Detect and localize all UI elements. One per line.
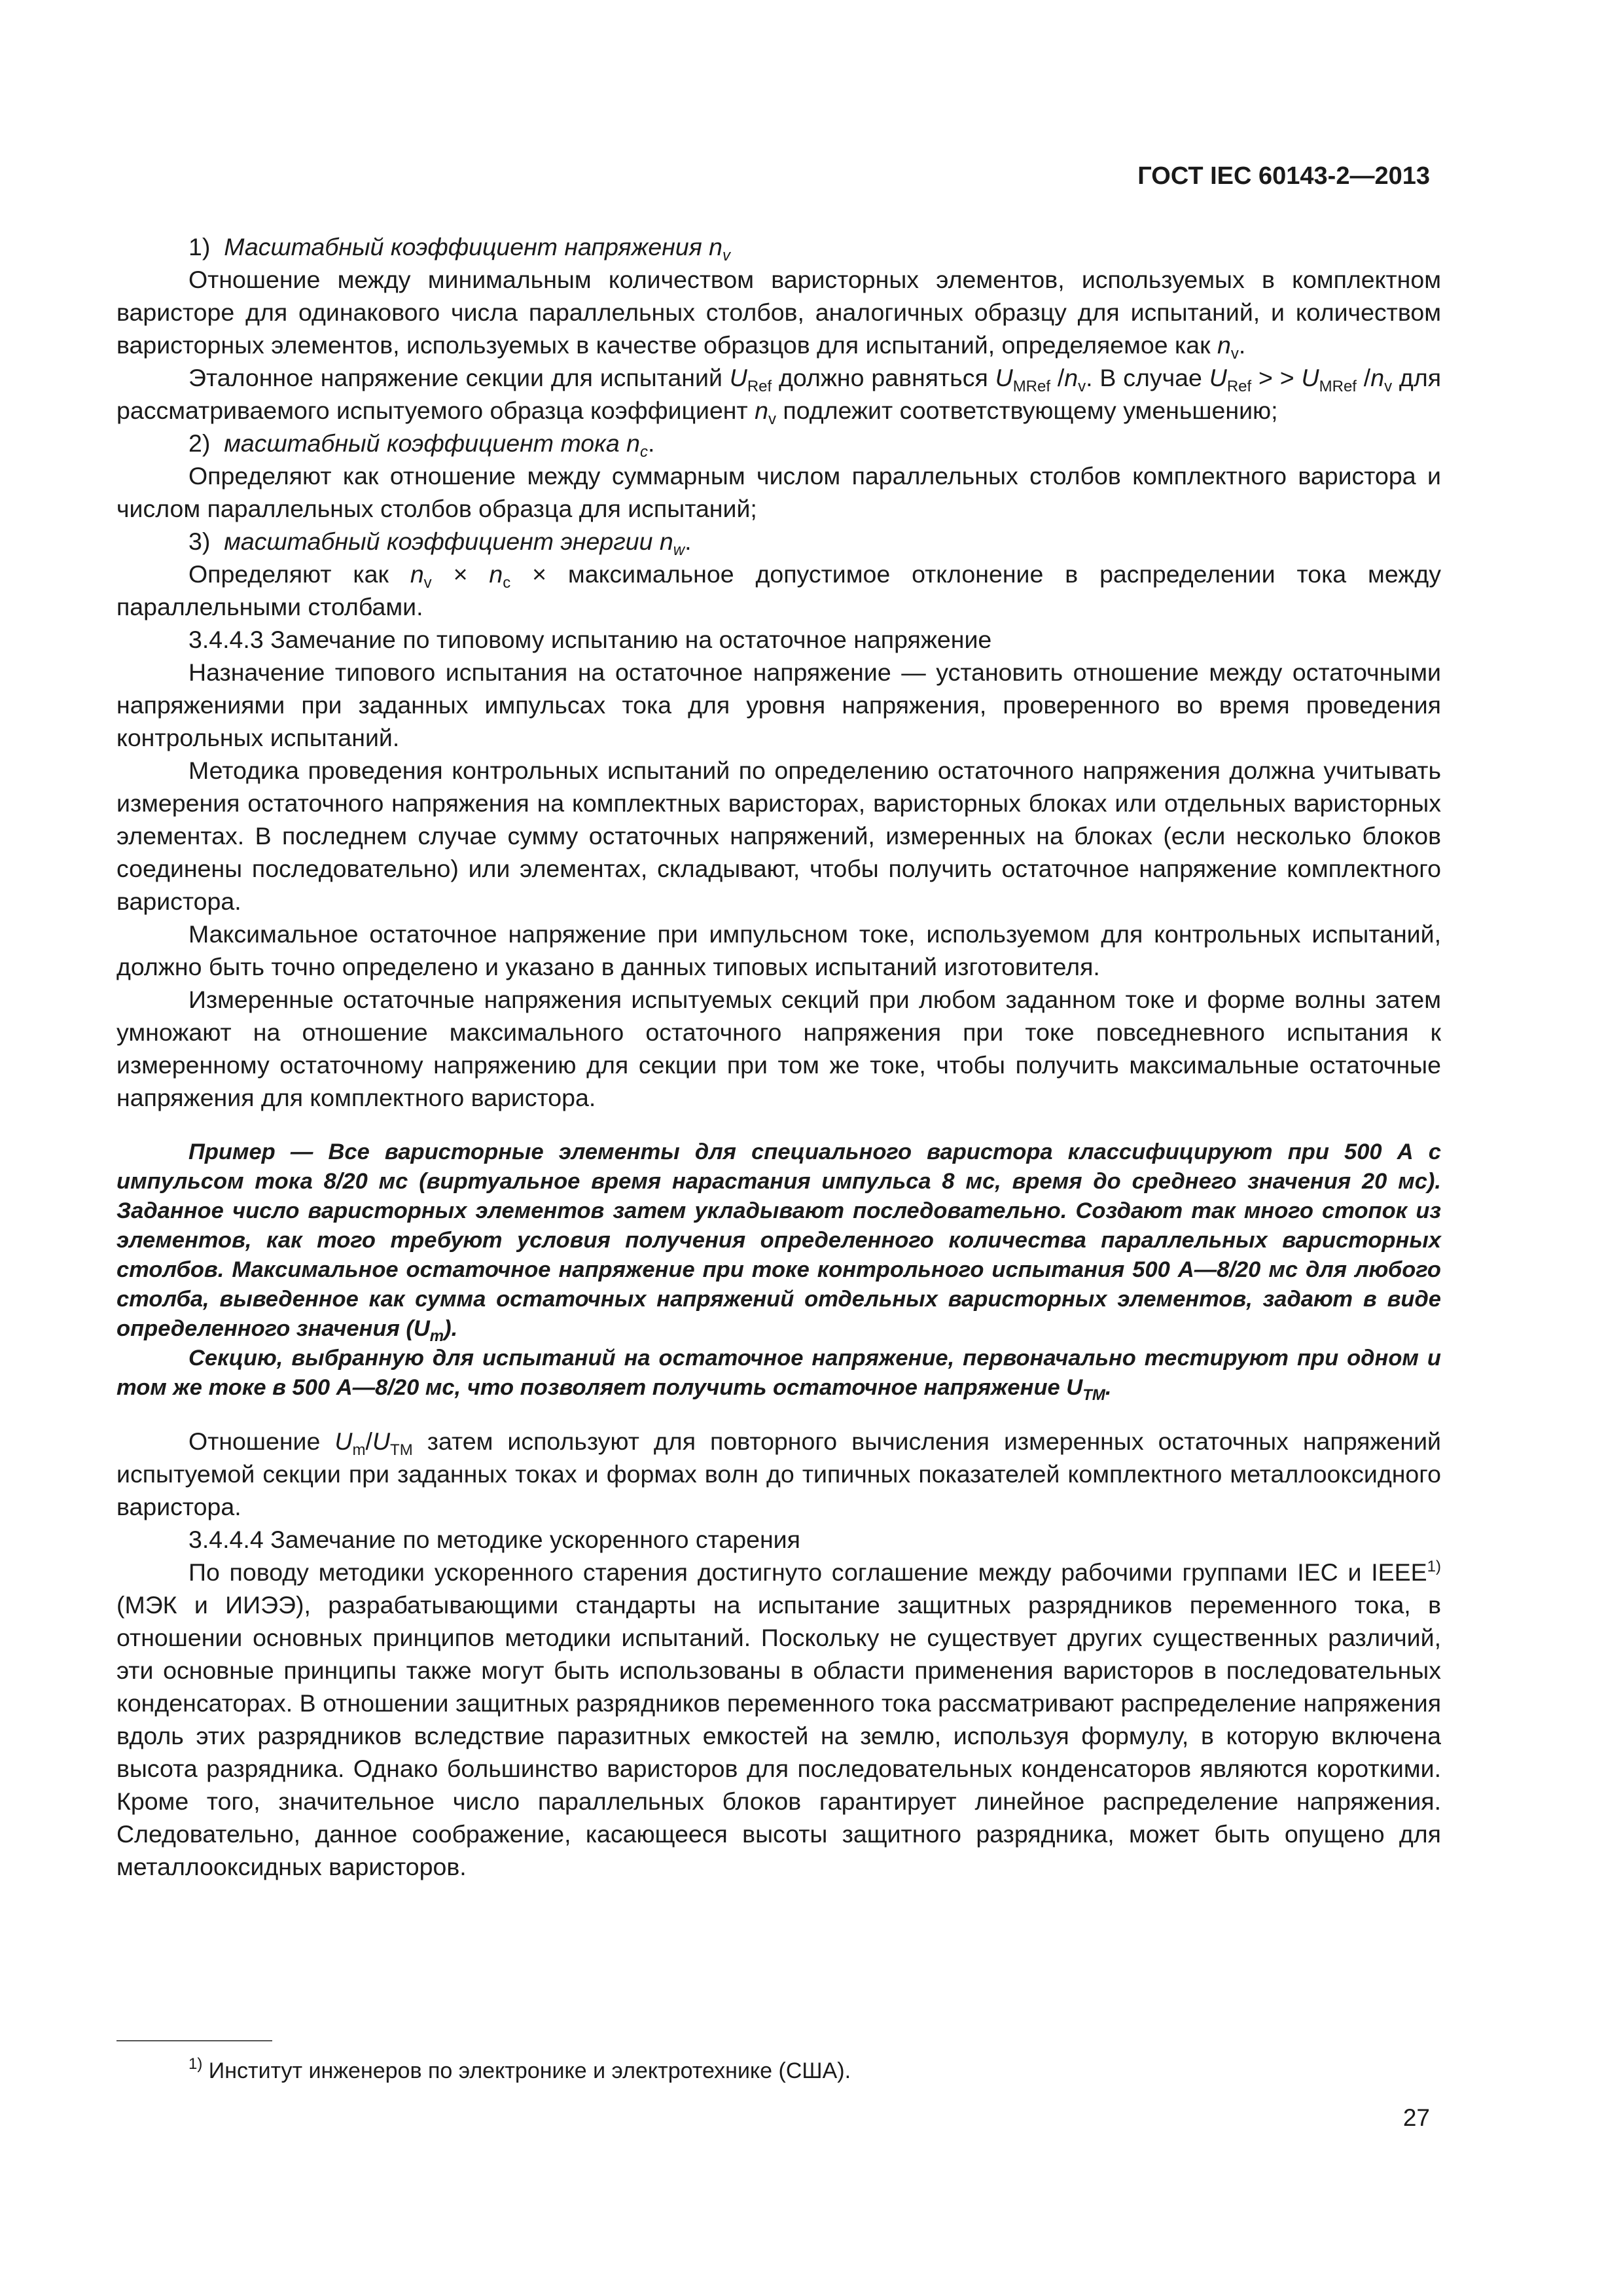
page-header: ГОСТ IEC 60143-2—2013 [1137, 162, 1430, 190]
footnote-ref[interactable]: 1) [1427, 1558, 1441, 1575]
paragraph: По поводу методики ускоренного старения достигнуто соглашение между рабочими группами IEC и IEEE$^{1)}$ (МЭК и ИИЭЭ), разрабатывающими стандарты на испытание защитных разрядников переменного тока, в отношении основных принципов методики испытаний. Поскольку не существует других существенных различий, эти основные принципы также могут быть использованы в области применения варисторов в последовательных конденсаторах. В отношении защитных разрядников переменного тока рассматривают распределение напряжения вдоль этих разрядников вследствие паразитных емкостей на землю, используя формулу, в которую включена высота разрядника. Однако большинство варисторов для последовательных конденсаторов являются короткими. Кроме того, значительное число параллельных блоков гарантирует линейное распределение напряжения. Следовательно, данное соображение, касающееся высоты защитного разрядника, может быть опущено для металлооксидных варисторов. [116, 1558, 1441, 1880]
item-current-scale-factor: 2) масштабный коэффициент тока $n_c$. [188, 429, 655, 461]
section-heading-3-4-4-3: 3.4.4.3 Замечание по типовому испытанию на остаточное напряжение [188, 626, 992, 653]
section-heading-3-4-4-4: 3.4.4.4 Замечание по методике ускоренного старения [188, 1526, 800, 1553]
paragraph: Эталонное напряжение секции для испытаний $U_{Ref}$ должно равняться $U_{MRef}$ $/n_v$. В случае $U_{Ref}$ > > $U_{MRef}$ $/n_v$ для рассматриваемого испытуемого образца коэффициент $n_v$ подлежит соответствующему уменьшению; [116, 364, 1442, 428]
paragraph: Отношение $U_m/U_{TM}$ затем используют для повторного вычисления измеренных остаточных напряжений испытуемой секции при заданных токах и формах волн до типичных показателей комплектного металлооксидного варистора. [116, 1427, 1441, 1520]
paragraph: Измеренные остаточные напряжения испытуемых секций при любом заданном токе и форме волны затем умножают на отношение максимального остаточного напряжения при токе повседневного испытания к измеренному остаточному напряжению для секции при том же токе, чтобы получить максимальные остаточные напряжения для комплектного варистора. [116, 986, 1441, 1111]
footnote-text: Институт инженеров по электронике и электротехнике (США). [202, 2058, 851, 2083]
paragraph: Назначение типового испытания на остаточное напряжение — установить отношение между остаточными напряжениями при заданных импульсах тока для уровня напряжения, проверенного во время проведения контрольных испытаний. [116, 658, 1441, 751]
footnote [188, 2055, 851, 2084]
document-body [116, 230, 1441, 1883]
page-number: 27 [1402, 2104, 1430, 2131]
footnote-marker: 1) [188, 2055, 203, 2073]
paragraph: Отношение между минимальным количеством варисторных элементов, используемых в комплектном варисторе для одинакового числа параллельных столбов, аналогичных образцу для испытаний, и количеством варисторных элементов, используемых в качестве образцов для испытаний, определяемое как $n_v$. [116, 266, 1441, 363]
paragraph: Максимальное остаточное напряжение при импульсном токе, используемом для контрольных испытаний, должно быть точно определено и указано в данных типовых испытаний изготовителя. [116, 920, 1441, 980]
example-block [116, 1138, 1441, 1403]
paragraph: Определяют как отношение между суммарным числом параллельных столбов комплектного варистора и числом параллельных столбов образца для испытаний; [116, 462, 1441, 522]
paragraph: Методика проведения контрольных испытаний по определению остаточного напряжения должна учитывать измерения остаточного напряжения на комплектных варисторах, варисторных блоках или отдельных варисторных элементах. В последнем случае сумму остаточных напряжений, измеренных на блоках (если несколько блоков соединены последовательно) или элементах, складывают, чтобы получить остаточное напряжение комплектного варистора. [116, 757, 1441, 915]
item-voltage-scale-factor: 1) Масштабный коэффициент напряжения $n_v$ [188, 233, 731, 264]
example-paragraph: Пример — Все варисторные элементы для специального варистора классифицируют при 500 А с импульсом тока 8/20 мс (виртуальное время нарастания импульса 8 мс, время до среднего значения 20 мс). Заданное число варисторных элементов затем укладывают последовательно. Создают так много стопок из элементов, как того требуют условия получения определенного количества параллельных варисторных столбов. Максимальное остаточное напряжение при токе контрольного испытания 500 А—8/20 мс для любого столба, выведенное как сумма остаточных напряжений отдельных варисторных элементов, задают в виде определенного значения $(U_m)$. [116, 1139, 1441, 1345]
paragraph: Определяют как $n_v \times n_c$ × максимальное допустимое отклонение в распределении тока между параллельными столбами. [116, 560, 1441, 620]
example-paragraph: Секцию, выбранную для испытаний на остаточное напряжение, первоначально тестируют при одном и том же токе в 500 А—8/20 мс, что позволяет получить остаточное напряжение $U_{TM}$. [116, 1346, 1441, 1404]
item-energy-scale-factor: 3) масштабный коэффициент энергии $n_w$. [188, 528, 692, 559]
footnote-separator [116, 2040, 272, 2041]
